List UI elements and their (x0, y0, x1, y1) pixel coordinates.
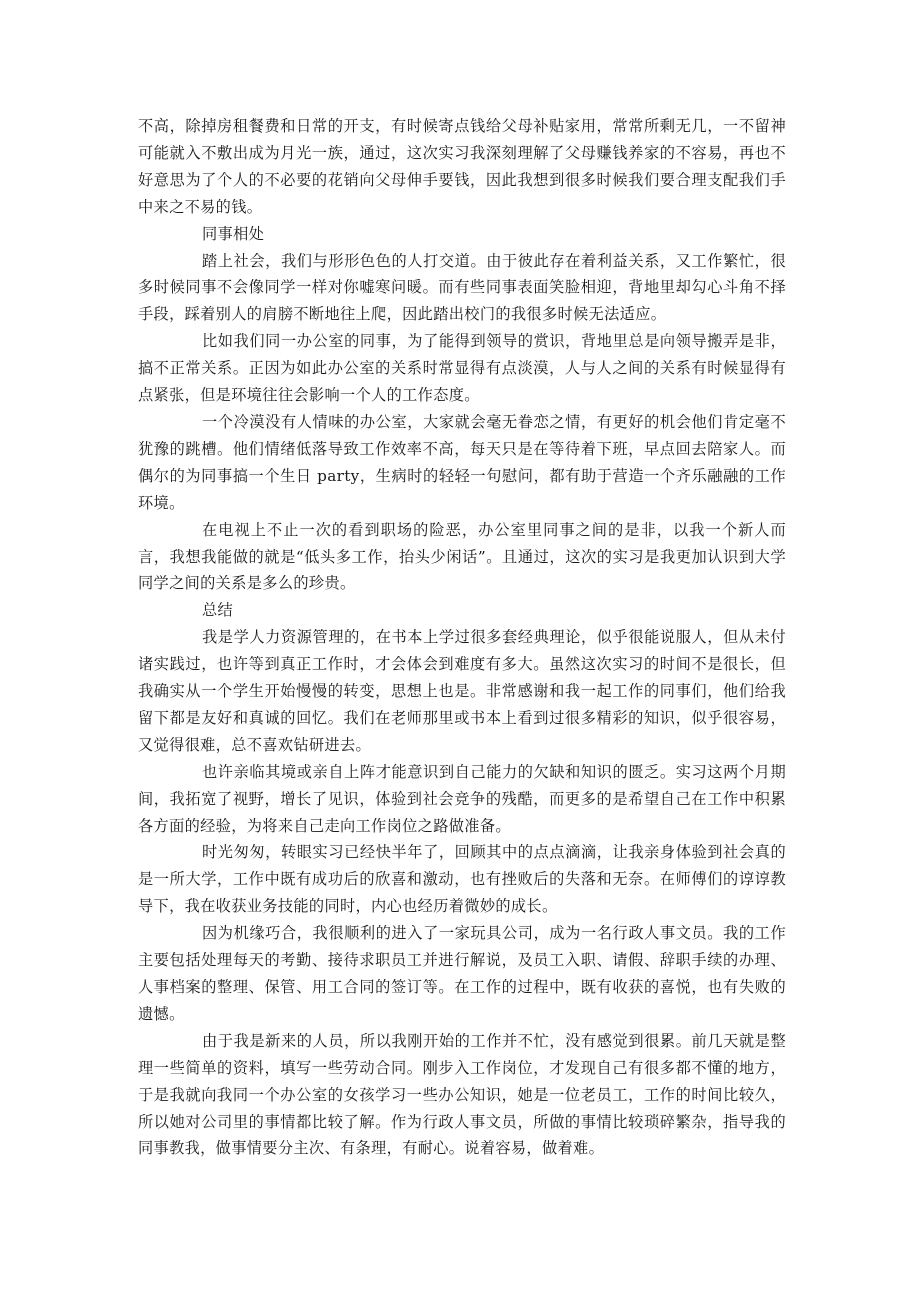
paragraph: 时光匆匆，转眼实习已经快半年了，回顾其中的点点滴滴，让我亲身体验到社会真的是一所大学，工作中既有成功后的欣喜和激动，也有挫败后的失落和无奈。在师傅们的谆谆教导下，我在收获业务技能的同时，内心也经历着微妙的成长。 (138, 843, 786, 916)
section-heading-colleagues: 同事相处 (202, 224, 265, 243)
paragraph: 比如我们同一办公室的同事，为了能得到领导的赏识，背地里总是向领导搬弄是非，搞不正常关系。正因为如此办公室的关系时常显得有点淡漠，人与人之间的关系有时候显得有点紧张，但是环境往往会影响一个人的工作态度。 (138, 332, 786, 405)
paragraph: 由于我是新来的人员，所以我刚开始的工作并不忙，没有感觉到很累。前几天就是整理一些简单的资料，填写一些劳动合同。刚步入工作岗位，才发现自己有很多都不懂的地方，于是我就向我同一个办公室的女孩学习一些办公知识，她是一位老员工，工作的时间比较久，所以她对公司里的事情都比较了解。作为行政人事文员，所做的事情比较琐碎繁杂，指导我的同事教我，做事情要分主次、有条理，有耐心。说着容易，做着难。 (138, 1031, 786, 1158)
paragraph-continuation: 不高，除掉房租餐费和日常的开支，有时候寄点钱给父母补贴家用，常常所剩无几，一不留神可能就入不敷出成为月光一族，通过，这次实习我深刻理解了父母赚钱养家的不容易，再也不好意思为了个人的不必要的花销向父母伸手要钱，因此我想到很多时候我们要合理支配我们手中来之不易的钱。 (138, 117, 786, 216)
paragraph: 我是学人力资源管理的，在书本上学过很多套经典理论，似乎很能说服人，但从未付诸实践过，也许等到真正工作时，才会体会到难度有多大。虽然这次实习的时间不是很长，但我确实从一个学生开始慢慢的转变，思想上也是。非常感谢和我一起工作的同事们，他们给我留下都是友好和真诚的回忆。我们在老师那里或书本上看到过很多精彩的知识，似乎很容易，又觉得很难，总不喜欢钻研进去。 (138, 628, 786, 754)
document-body (138, 113, 786, 1162)
paragraph: 也许亲临其境或亲自上阵才能意识到自己能力的欠缺和知识的匮乏。实习这两个月期间，我拓宽了视野，增长了见识，体验到社会竞争的残酷，而更多的是希望自己在工作中积累各方面的经验，为将来自己走向工作岗位之路做准备。 (138, 762, 786, 835)
paragraph: 踏上社会，我们与形形色色的人打交道。由于彼此存在着利益关系，又工作繁忙，很多时候同事不会像同学一样对你嘘寒问暖。而有些同事表面笑脸相迎，背地里却勾心斗角不择手段，踩着别人的肩膀不断地往上爬，因此踏出校门的我很多时候无法适应。 (138, 251, 786, 324)
section-heading-summary: 总结 (202, 601, 234, 620)
paragraph: 一个冷漠没有人情味的办公室，大家就会毫无眷恋之情，有更好的机会他们肯定毫不犹豫的跳槽。他们情绪低落导致工作效率不高，每天只是在等待着下班，早点回去陪家人。而偶尔的为同事搞一个生日 party，生病时的轻轻一句慰问，都有助于营造一个齐乐融融的工作环境。 (138, 412, 786, 512)
paragraph: 在电视上不止一次的看到职场的险恶，办公室里同事之间的是非，以我一个新人而言，我想我能做的就是“低头多工作，抬头少闲话”。且通过，这次的实习是我更加认识到大学同学之间的关系是多么的珍贵。 (138, 520, 786, 593)
paragraph: 因为机缘巧合，我很顺利的进入了一家玩具公司，成为一名行政人事文员。我的工作主要包括处理每天的考勤、接待求职员工并进行解说，及员工入职、请假、辞职手续的办理、人事档案的整理、保管、用工合同的签订等。在工作的过程中，既有收获的喜悦，也有失败的遗憾。 (138, 924, 786, 1023)
